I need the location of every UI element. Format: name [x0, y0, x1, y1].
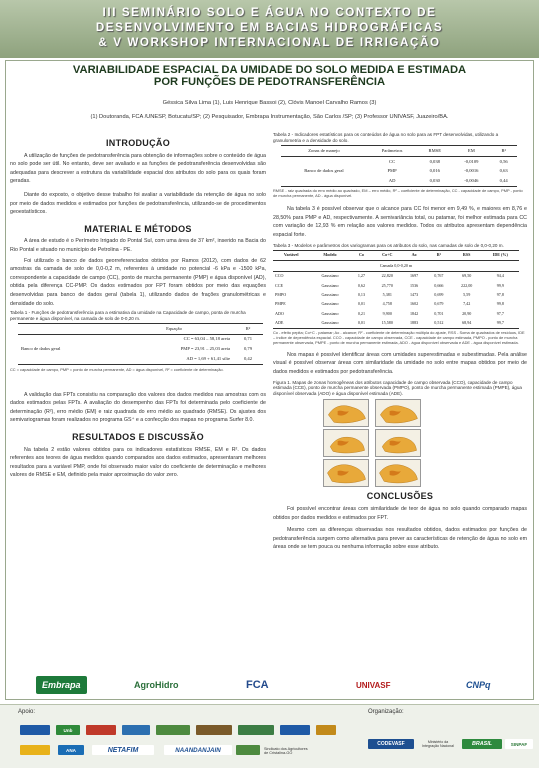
table-cell: 0,038 — [429, 158, 440, 164]
section-heading: CONCLUSÕES — [366, 491, 434, 502]
table-cell: PMP = 23,91 – 25,03 areia — [180, 345, 230, 351]
table-cell: 69,50 — [462, 273, 472, 279]
table-1 — [18, 323, 263, 364]
table-cell: CCO — [275, 273, 284, 279]
table-header: Co+C — [382, 252, 393, 258]
table-cell: 0,030 — [429, 178, 440, 184]
table-cell: 22,820 — [381, 273, 393, 279]
table-cell: Gaussiano — [321, 291, 339, 297]
table-cell: -0,0109 — [464, 158, 479, 164]
table-cell: 68,94 — [462, 320, 472, 326]
paragraph: Diante do exposto, o objetivo desse trabalho foi avaliar a variabilidade da retenção de água no solo por meio de dados medidos e estimados por funções de pedotransferência, utilizando-se de procedimentos geoestatísticos. — [10, 191, 266, 216]
table-note: CC = capacidade de campo, PMP = ponto de murcha permanente, AD = água disponível, R² = coeficiente de determinação. — [10, 366, 224, 372]
table-header: EM — [467, 147, 475, 153]
table-subheader: Camada 0,0-0,20 m — [379, 262, 413, 268]
table-cell: 0,767 — [434, 273, 444, 279]
table-header: Ao — [411, 252, 417, 258]
table-cell: 5,381 — [382, 291, 392, 297]
table-3 — [273, 250, 519, 329]
table-cell: 0,44 — [499, 178, 508, 184]
table-header: Zonas de manejo — [308, 147, 340, 153]
table-cell: 9,900 — [382, 310, 392, 316]
paragraph: Mesmo com as diferenças observadas nos resultados obtidos, dados estimados por funções de pedotransferência surgem como alternativa para prever as características de retenção de água no solo em áreas onde se tem pouca ou nenhuma informação sobre esse atributo. — [273, 527, 527, 551]
table-cell: 0,01 — [357, 301, 366, 307]
naandanjain-logo: NAANDANJAIN — [164, 745, 232, 755]
table-cell: 94,4 — [496, 273, 504, 279]
table-cell: 0,679 — [434, 301, 444, 307]
paragraph: Foi possível encontrar áreas com similaridade de teor de água no solo quando comparado mapas obtidos por dados medidos e estimados por FPT. — [273, 505, 527, 521]
table-header: R² — [245, 325, 251, 331]
paragraph: A utilização de funções de pedotransferência para obtenção de informações sobre o conteúdo de água no solo pode ser útil. No entanto, deve ser avaliado e as funções de pedotransferência desenvolvidas são adequadas para descrever a estrutura da variabilidade espacial dos atributos do solo para os quais foram geradas. — [10, 152, 266, 185]
sindicato-logo: Sindicato dos Agricultores de Cristalina-GO — [264, 746, 308, 755]
section-heading: INTRODUÇÃO — [106, 138, 170, 148]
table-cell: 7,42 — [463, 301, 471, 307]
table-cell: CC — [389, 158, 396, 164]
paragraph: Foi utilizado o banco de dados georreferenciados obtidos por Ramos (2012), com dados de 62 amostras da camada de solo de 0,0-0,2 m, referentes à umidade no potencial -6 kPa e -1500 kPa, correspondente a capacidade de campo (CC), ponto de murcha permanente (PMP) e água disponível (AD), obtida pela diferença CC-PMP. Os dados estimados por FPT foram obtidos por meio das equações desenvolvidas para banco de dados geral (tabela 1), utilizando dados de frações granulométricas e densidade do solo. — [10, 257, 266, 307]
sponsor-logo — [238, 725, 274, 735]
table-cell: Gaussiano — [321, 282, 339, 288]
table-cell: 0,016 — [429, 168, 440, 174]
title-line: POR FUNÇÕES DE PEDOTRANSFERÊNCIA — [153, 76, 386, 88]
table-cell: AD = 1,69 + 61,41 silte — [186, 355, 230, 361]
table-cell: -0,0016 — [464, 168, 479, 174]
sponsor-logo — [86, 725, 116, 735]
table-cell: 97,8 — [496, 291, 504, 297]
table-caption: Tabela 1 - Funções de pedotransferência para a estimativa da umidade na Capacidade de campo, ponta de murcha permanente e água disponível, na camada de solo de 0-0,20 m. — [10, 310, 246, 321]
table-cell: Gaussiano — [321, 320, 339, 326]
table-cell: 0,62 — [357, 282, 366, 288]
sponsor-logo — [196, 725, 232, 735]
sponsors-footer — [0, 704, 539, 768]
table-cell: 0,21 — [357, 310, 366, 316]
sponsor-logo — [280, 725, 310, 735]
institution-logos — [6, 672, 533, 698]
table-cell: 0,701 — [434, 310, 444, 316]
fca-logo: FCA — [246, 679, 269, 691]
table-cell: 4,758 — [382, 301, 392, 307]
brasil-logo: BRASIL — [462, 739, 502, 749]
table-cell: 0,79 — [243, 345, 253, 351]
apoio-label: Apoio: — [18, 709, 36, 715]
table-cell: 1473 — [409, 291, 419, 297]
table-cell: 97,7 — [496, 310, 504, 316]
table-cell: Gaussiano — [321, 273, 339, 279]
figure-caption: Figura 1. Mapas de zonas homogêneas dos atributos capacidade de campo observada (CCO), capacidade de campo estimada (CCE), ponto de murcha permanente observada (PMPO), ponto de murcha permanente estimada (PMPE), água disponível observada (ADO) e água disponível estimada (ADE). — [273, 379, 522, 396]
table-header: RMSE — [428, 147, 442, 153]
table-row — [273, 319, 519, 329]
paragraph: A validação das FPTs consistiu na comparação dos valores dos dados medidos nas amostras com os dados estimados pelas FPTs. A avaliação do desempenho das FPTs foi determinada pelo coeficiente de determinação (R²), erro médio (EM) e raiz quadrada do erro médio ao quadrado (RMSE). Os ajustes dos semivariogramas foram realizados no programa GS⁺ e a confecção dos mapas no programa Surfer 8.0. — [10, 391, 266, 424]
table-cell: 0,666 — [434, 282, 444, 288]
table-cell: 1883 — [409, 320, 419, 326]
sponsor-logo — [20, 745, 50, 755]
table-header: Modelo — [323, 252, 337, 258]
table-2 — [281, 145, 517, 187]
table-cell: 0,42 — [243, 355, 253, 361]
table-cell: CCE — [275, 282, 283, 288]
zone-map — [375, 459, 421, 487]
table-cell: CC = 63,04 – 58,18 areia — [183, 336, 230, 342]
zone-map — [323, 429, 369, 457]
paragraph: Nos mapas é possível identificar áreas com umidades superestimadas e subestimadas. Pela análise visual é possível observar áreas com similaridade da umidade no solo entre mapas obtidos por meio de dados medidos e estimados por pedotransferência. — [273, 351, 527, 375]
table-cell: 1536 — [409, 282, 419, 288]
organizacao-label: Organização: — [368, 709, 404, 715]
table-cell: 0,01 — [357, 320, 366, 326]
table-row — [273, 281, 519, 290]
table-header: Variável — [283, 252, 299, 258]
section-heading: MATERIAL E MÉTODOS — [84, 223, 192, 234]
figure-1-maps — [323, 399, 473, 487]
table-cell: ADO — [275, 310, 284, 316]
table-cell: 99,9 — [496, 282, 504, 288]
table-cell: 0,13 — [357, 291, 366, 297]
table-row — [273, 271, 519, 281]
paragraph: A área de estudo é o Perímetro Irrigado do Pontal Sul, com uma área de 37 km², inserido na Bacia do Rio Pontal e situado no município de Petrolina - PE. — [10, 238, 266, 253]
section-heading: RESULTADOS E DISCUSSÃO — [72, 431, 204, 442]
author-affiliations: (1) Doutoranda, FCA /UNESP, Botucatu/SP; (2) Pesquisador, Embrapa Instrumentação, São Carlos /SP; (3) Professor UNIVASF, Juazeiro/BA. — [90, 114, 449, 120]
sponsor-logo — [316, 725, 336, 735]
table-cell: 99,7 — [496, 320, 504, 326]
table-header: Parâmetros — [381, 147, 403, 153]
table-row-label: Banco de dados geral — [21, 345, 61, 351]
paragraph: Na tabela 2 estão valores obtidos para os indicadores estatísticos RMSE, EM e R². Os dados referentes aos teores de água medidos quando comparados aos dados estimados, apresentaram melhores resultados para a variável PMP, onde foi observado maior valor do coeficiente de determinação e melhores valores de RMSE e EM, definido pela maior aproximação do valor zero. — [10, 446, 266, 479]
univasf-logo: UNIVASF — [356, 680, 391, 690]
event-banner — [0, 0, 539, 58]
poster-title — [10, 64, 529, 88]
title-line: VARIABILIDADE ESPACIAL DA UMIDADE DO SOLO MEDIDA E ESTIMADA — [72, 64, 467, 76]
zone-map — [323, 399, 369, 427]
right-column — [273, 132, 527, 554]
table-cell: 1697 — [409, 273, 419, 279]
table-cell: 0,63 — [499, 168, 508, 174]
table-cell: -0,0046 — [464, 178, 479, 184]
ministerio-logo: Ministério da Integração Nacional — [422, 739, 454, 748]
table-caption: Tabela 3 - Modelos e parâmetros dos variogramas para os atributos do solo, nas camadas de solo de 0,0-0,20 m. — [273, 242, 504, 248]
table-cell: 222,00 — [461, 282, 473, 288]
table-header: Equação — [166, 325, 182, 331]
sinpaf-logo: SINPAF — [505, 739, 533, 749]
table-header: Co — [358, 252, 364, 258]
table-cell: PMP — [387, 168, 397, 174]
table-cell: PMPO — [275, 291, 287, 297]
sponsor-logo — [122, 725, 150, 735]
agrohidro-logo: AgroHidro — [134, 680, 179, 690]
table-cell: 1,27 — [357, 273, 366, 279]
ana-logo: ANA — [58, 745, 84, 755]
table-row-label: Banco de dados geral — [304, 168, 344, 174]
table-cell: 99,8 — [496, 301, 504, 307]
table-cell: AD — [388, 178, 396, 184]
table-cell: 15,580 — [381, 320, 393, 326]
codevasf-logo: CODEVASF — [368, 739, 414, 749]
table-cell: 1842 — [409, 310, 419, 316]
netafim-logo: NETAFIM — [92, 745, 154, 755]
unb-logo: Unb — [56, 725, 80, 735]
table-cell: Gaussiano — [321, 310, 339, 316]
table-note: RMSE - raiz quadrada do erro médio ao quadrado, EM – erro médio, R² – coeficiente de determinação, CC - capacidade de campo, PMP - ponto de murcha permanente, AD - água disponível. — [273, 188, 523, 199]
banner-line: & V WORKSHOP INTERNACIONAL DE IRRIGAÇÃO — [98, 36, 441, 49]
table-cell: 20,90 — [462, 310, 472, 316]
table-cell: 0,699 — [434, 291, 444, 297]
embrapa-logo: Embrapa — [36, 676, 87, 694]
author-list: Géssica Silva Lima (1), Luis Henrique Bassoi (2), Clóvis Manoel Carvalho Ramos (3) — [162, 100, 377, 106]
zone-map — [323, 459, 369, 487]
table-cell: 5,59 — [463, 291, 471, 297]
table-note: Co - efeito pepita; Co+C - patamar; Ao - alcance; R² - coeficiente de determinação múltipla do ajuste, RSS - Soma de quadrados de resíduos, IDE – índice de dependência espacial. CCO - capacidade de campo observada, CCE - capacidade de campo estimada, PMPO - ponto de murcha permanente observada, PMPE - ponto de murcha permanente estimada, ADO - água disponível observada e ADE - água disponível estimada. — [273, 330, 525, 345]
table-header: R² — [501, 147, 506, 153]
table-row — [273, 291, 519, 300]
table-caption: Tabela 2 - Indicadores estatísticos para os conteúdos de água no solo para as FPT desenvolvidas, utilizando a granulometria e a densidade do solo. — [273, 132, 499, 143]
table-header: RSS — [462, 252, 471, 258]
sponsor-logo — [20, 725, 50, 735]
table-cell: 0,56 — [499, 158, 508, 164]
left-column — [10, 134, 266, 482]
banner-line: DESENVOLVIMENTO EM BACIAS HIDROGRÁFICAS — [95, 21, 444, 34]
zone-map — [375, 429, 421, 457]
table-cell: PMPE — [275, 301, 286, 307]
table-3-body — [273, 271, 519, 328]
table-row — [273, 300, 519, 309]
table-header: IDE (%) — [492, 252, 508, 258]
table-cell: Gaussiano — [321, 301, 339, 307]
zone-map — [375, 399, 421, 427]
cnpq-logo: CNPq — [466, 680, 491, 690]
table-header: R² — [436, 252, 441, 258]
paragraph: Na tabela 3 é possível observar que o alcance para CC foi menor em 9,49 %, e maiores em 8,76 e 28,50% para PMP e AD, respectivamente. A semivariância total, ou patamar, foi melhor estimada para CC com variação de 12,93 % em relação aos valores medidos. Todos os atributos apresentam dependência espacial forte. — [273, 206, 527, 238]
table-cell: 1602 — [409, 301, 419, 307]
table-cell: ADE — [275, 320, 284, 326]
table-cell: 0,512 — [434, 320, 444, 326]
banner-line: III SEMINÁRIO SOLO E ÁGUA NO CONTEXTO DE — [102, 6, 437, 19]
table-cell: 0,71 — [243, 336, 253, 342]
sponsor-logo — [236, 745, 260, 755]
table-row — [273, 309, 519, 318]
sponsor-logo — [156, 725, 190, 735]
table-cell: 25,770 — [381, 282, 393, 288]
